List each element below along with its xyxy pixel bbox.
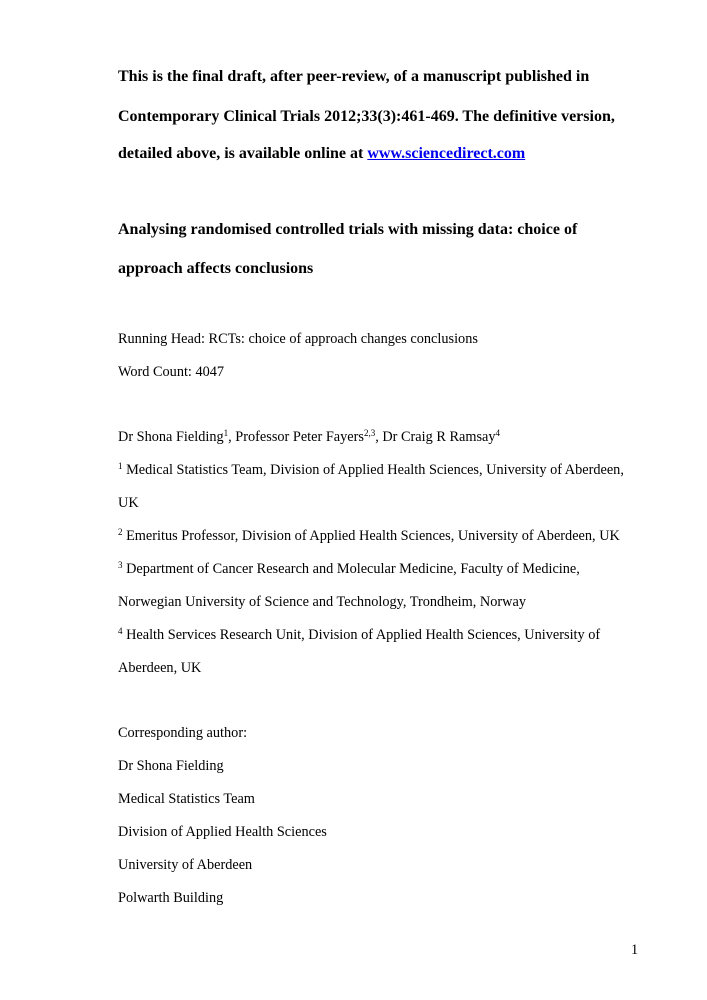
affiliation-2-text: Emeritus Professor, Division of Applied Health Sciences, University of Aberdeen, UK (122, 528, 620, 544)
author-1-affiliation-mark: 1 (223, 428, 229, 439)
affiliation-4-cont: Aberdeen, UK (118, 660, 202, 676)
paper-title-line-2: approach affects conclusions (118, 260, 314, 277)
affiliation-2 (118, 527, 620, 545)
author-3-affiliation-mark: 4 (495, 428, 501, 439)
corresponding-team: Medical Statistics Team (118, 791, 255, 807)
affiliation-3 (118, 560, 580, 578)
word-count: Word Count: 4047 (118, 364, 225, 380)
author-list (118, 428, 500, 446)
affiliation-2-mark: 2 (118, 527, 123, 538)
affiliation-1-cont: UK (118, 495, 139, 511)
author-2: , Professor Peter Fayers (228, 429, 364, 445)
corresponding-name: Dr Shona Fielding (118, 758, 224, 774)
corresponding-division: Division of Applied Health Sciences (118, 824, 327, 840)
affiliation-4-mark: 4 (118, 626, 123, 637)
affiliation-3-text: Department of Cancer Research and Molecular Medicine, Faculty of Medicine, (122, 561, 580, 577)
paper-title-line-1: Analysing randomised controlled trials with missing data: choice of (118, 221, 578, 238)
affiliation-3-cont: Norwegian University of Science and Technology, Trondheim, Norway (118, 594, 526, 610)
author-3: , Dr Craig R Ramsay (375, 429, 496, 445)
preamble-line-2: Contemporary Clinical Trials 2012;33(3):461-469. The definitive version, (118, 108, 615, 125)
affiliation-1 (118, 461, 624, 479)
corresponding-university: University of Aberdeen (118, 857, 253, 873)
corresponding-building: Polwarth Building (118, 890, 224, 906)
corresponding-heading: Corresponding author: (118, 725, 248, 741)
affiliation-3-mark: 3 (118, 560, 123, 571)
sciencedirect-link[interactable]: www.sciencedirect.com (367, 145, 526, 162)
running-head: Running Head: RCTs: choice of approach changes conclusions (118, 331, 478, 347)
author-2-affiliation-mark: 2,3 (363, 428, 376, 439)
preamble-line-3 (118, 145, 525, 163)
affiliation-4 (118, 626, 600, 644)
affiliation-1-mark: 1 (118, 461, 123, 472)
affiliation-1-text: Medical Statistics Team, Division of Applied Health Sciences, University of Aberdeen, (122, 462, 624, 478)
page-number: 1 (631, 942, 639, 958)
author-1: Dr Shona Fielding (118, 429, 224, 445)
preamble-line-3-text: detailed above, is available online at (118, 145, 368, 162)
preamble-line-1: This is the final draft, after peer-review, of a manuscript published in (118, 68, 590, 85)
affiliation-4-text: Health Services Research Unit, Division of Applied Health Sciences, University of (122, 627, 601, 643)
